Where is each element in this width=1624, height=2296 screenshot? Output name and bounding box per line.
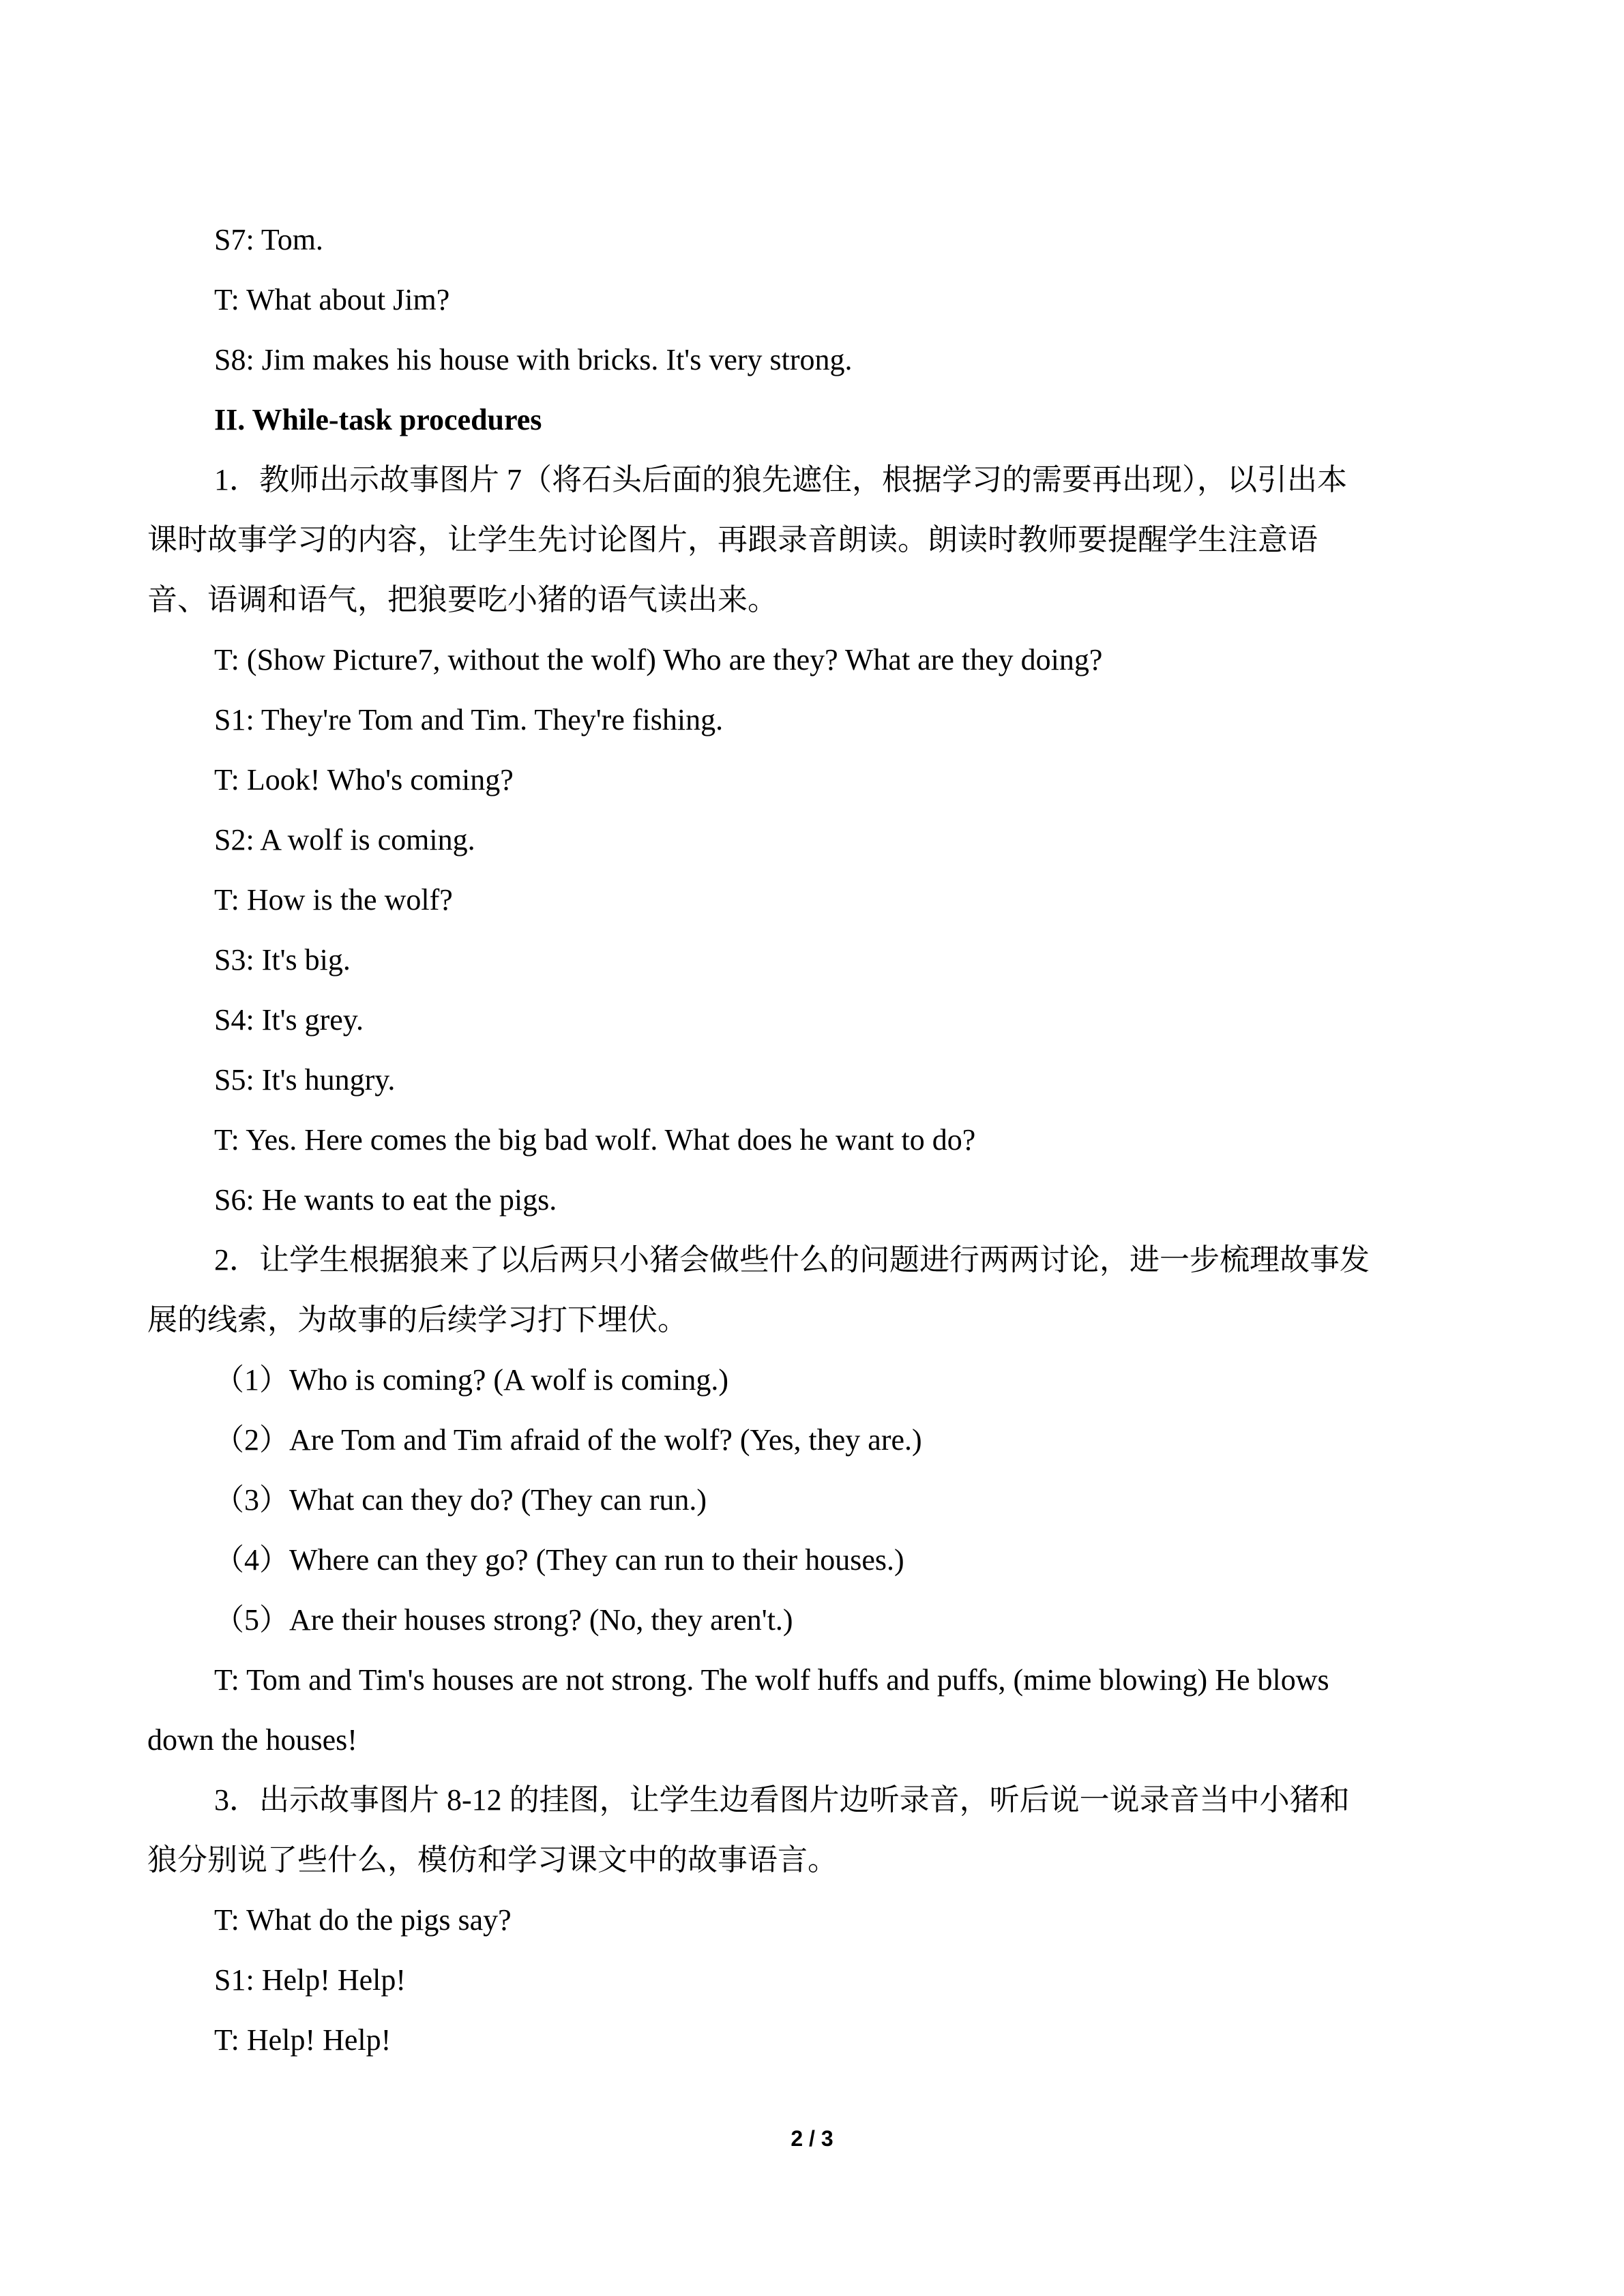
question-item: （3）What can they do? (They can run.) — [214, 1483, 707, 1517]
paragraph-line: 展的线索，为故事的后续学习打下埋伏。 — [147, 1303, 688, 1337]
dialogue-line: S5: It's hungry. — [214, 1063, 396, 1097]
paragraph-line: 狼分别说了些什么，模仿和学习课文中的故事语言。 — [147, 1843, 838, 1877]
paragraph-line: 2．让学生根据狼来了以后两只小猪会做些什么的问题进行两两讨论，进一步梳理故事发 — [214, 1243, 1370, 1277]
paragraph-line: 1．教师出示故事图片 7（将石头后面的狼先遮住，根据学习的需要再出现），以引出本 — [214, 463, 1347, 496]
dialogue-line: S1: They're Tom and Tim. They're fishing. — [214, 703, 724, 736]
paragraph-line: 音、语调和语气，把狼要吃小猪的语气读出来。 — [147, 583, 778, 616]
dialogue-line: T: What do the pigs say? — [214, 1903, 512, 1937]
dialogue-line: T: Tom and Tim's houses are not strong. The wolf huffs and puffs, (mime blowing) He blows — [214, 1663, 1329, 1697]
dialogue-line: down the houses! — [147, 1723, 357, 1757]
dialogue-line: S2: A wolf is coming. — [214, 823, 475, 856]
page-number: 2 / 3 — [791, 2126, 833, 2151]
question-item: （1）Who is coming? (A wolf is coming.) — [214, 1363, 729, 1397]
dialogue-line: S4: It's grey. — [214, 1003, 364, 1037]
dialogue-line: S1: Help! Help! — [214, 1963, 407, 1997]
dialogue-line: T: How is the wolf? — [214, 883, 453, 916]
question-item: （4）Where can they go? (They can run to their houses.) — [214, 1543, 904, 1577]
paragraph-line: 课时故事学习的内容，让学生先讨论图片，再跟录音朗读。朗读时教师要提醒学生注意语 — [147, 523, 1318, 556]
dialogue-line: T: Yes. Here comes the big bad wolf. What does he want to do? — [214, 1123, 976, 1157]
dialogue-line: T: What about Jim? — [214, 283, 450, 316]
section-heading: II. While-task procedures — [214, 403, 542, 436]
question-item: （2）Are Tom and Tim afraid of the wolf? (Yes, they are.) — [214, 1423, 922, 1457]
dialogue-line: T: (Show Picture7, without the wolf) Who are they? What are they doing? — [214, 643, 1103, 676]
dialogue-line: S7: Tom. — [214, 223, 323, 256]
dialogue-line: S6: He wants to eat the pigs. — [214, 1183, 557, 1217]
paragraph-line: 3．出示故事图片 8-12 的挂图，让学生边看图片边听录音，听后说一说录音当中小猪和 — [214, 1783, 1350, 1817]
dialogue-line: T: Help! Help! — [214, 2023, 392, 2057]
dialogue-line: S8: Jim makes his house with bricks. It's very strong. — [214, 343, 853, 376]
question-item: （5）Are their houses strong? (No, they aren't.) — [214, 1603, 793, 1637]
dialogue-line: T: Look! Who's coming? — [214, 763, 514, 796]
dialogue-line: S3: It's big. — [214, 943, 351, 976]
